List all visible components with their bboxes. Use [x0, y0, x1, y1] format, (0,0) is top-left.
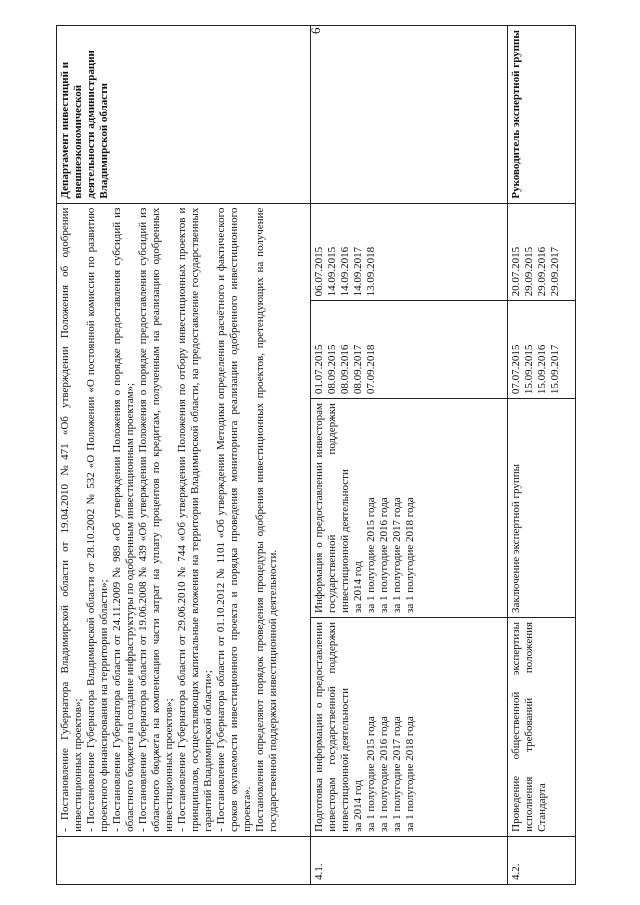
table-row [311, 26, 508, 885]
action-plan-table [56, 25, 576, 885]
start-date: 08.09.2015 [326, 344, 339, 395]
responsible-cell [311, 26, 508, 204]
end-date: 29.09.2015 [523, 246, 536, 297]
legal-act-summary: Постановления определяют порядок проведения процедуры одобрения инвестиционных проектов, претендующих на получение государственной поддержки инвестиционной деятельности. [253, 207, 279, 832]
activity-name: Подготовка информации о предоставлении инвесторам государственной поддержки инвестиционной деятельности [313, 621, 352, 832]
responsible-cell: Департамент инвестиций и внешнеэкономической деятельности администрации Владимирской области [57, 26, 311, 204]
document-cell: Заключение экспертной группы [508, 399, 576, 618]
activity-name-cell [311, 617, 508, 836]
end-date: 29.09.2016 [536, 246, 549, 297]
period-item: за 2014 год [352, 780, 365, 832]
start-date: 15.09.2016 [536, 344, 549, 395]
end-date: 20.07.2015 [510, 246, 523, 297]
end-date: 14.09.2015 [326, 246, 339, 297]
start-date: 07.07.2015 [510, 344, 523, 395]
rotated-page-content [56, 25, 576, 885]
legal-act-item: - Постановление Губернатора Владимирской области от 19.04.2010 №471 «Об утверждении Положения об одобрении инвестиционных проектов»; [59, 207, 84, 832]
end-date: 29.09.2017 [549, 246, 562, 297]
start-date: 08.09.2017 [352, 344, 365, 395]
row-number-cell: 4.1. [311, 836, 508, 884]
end-date: 06.07.2015 [313, 246, 326, 297]
start-date-cell [508, 301, 576, 399]
page-number: 6 [308, 27, 323, 35]
legal-act-item: - Постановление Губернатора области от 19.06.2008 № 439 «Об утверждении Положения о порядке предоставления субсидий из областного бюджета на компенсацию части затрат на уплату процентов по кредитам, полученным на реализацию одобренных инвестиционных проектов»; [136, 207, 175, 832]
responsible-cell: Руководитель экспертной группы [508, 26, 576, 204]
start-date: 15.09.2017 [549, 344, 562, 395]
table-row [508, 26, 576, 885]
period-item: за 1 полугодие 2018 года [403, 716, 416, 832]
start-date-cell [311, 301, 508, 399]
period-item: за 1 полугодие 2018 года [403, 497, 416, 613]
document-cell [311, 399, 508, 618]
row-number-cell [57, 836, 311, 884]
end-date: 13.09.2018 [365, 246, 377, 297]
start-date: 01.07.2015 [313, 344, 326, 395]
end-date: 14.09.2016 [339, 246, 352, 297]
period-item: за 1 полугодие 2016 года [377, 716, 390, 832]
period-item: за 1 полугодие 2016 года [377, 497, 390, 613]
legal-act-item: - Постановление Губернатора области от 24.11.2009 № 989 «Об утверждении Положения о порядке предоставления субсидий из областного бюджета на создание инфраструктуры по одобренным инвестиционным проектам»; [110, 207, 136, 832]
period-item: за 1 полугодие 2015 года [365, 716, 377, 832]
legal-acts-cell [57, 203, 311, 836]
period-item: за 2014 год [352, 561, 365, 613]
row-number-cell: 4.2. [508, 836, 576, 884]
document-name: Информация о предоставлении инвесторам государственной поддержки инвестиционной деятельности [313, 403, 352, 613]
period-item: за 1 полугодие 2015 года [365, 497, 377, 613]
start-date: 08.09.2016 [339, 344, 352, 395]
legal-act-item: - Постановление Губернатора Владимирской области от 28.10.2002 № 532 «О Положении «О постоянной комиссии по развитию проектного финансирования на территории области»; [84, 207, 110, 832]
legal-act-item: - Постановление Губернатора области от 01.10.2012 № 1101 «Об утверждении Методики определения расчётного и фактического сроков окупаемости инвестиционного проекта и порядка проведения мониторинга реализации одобренного инвестиционного проекта». [214, 207, 253, 832]
end-date-cell [508, 203, 576, 301]
end-date: 14.09.2017 [352, 246, 365, 297]
legal-act-item: - Постановление Губернатора области от 29.06.2010 № 744 «Об утверждении Положения по отбору инвестиционных проектов и принципалов, осуществляющих капитальные вложения на территории Владимирской области, на предоставление государственных гарантий Владимирской области»; [175, 207, 214, 832]
activity-name-cell: Проведение общественной экспертизы исполнения требований положения Стандарта [508, 617, 576, 836]
period-item: за 1 полугодие 2017 года [390, 716, 403, 832]
start-date: 15.09.2015 [523, 344, 536, 395]
table-row [57, 26, 311, 885]
end-date-cell [311, 203, 508, 301]
start-date: 07.09.2018 [365, 344, 377, 395]
period-item: за 1 полугодие 2017 года [390, 497, 403, 613]
